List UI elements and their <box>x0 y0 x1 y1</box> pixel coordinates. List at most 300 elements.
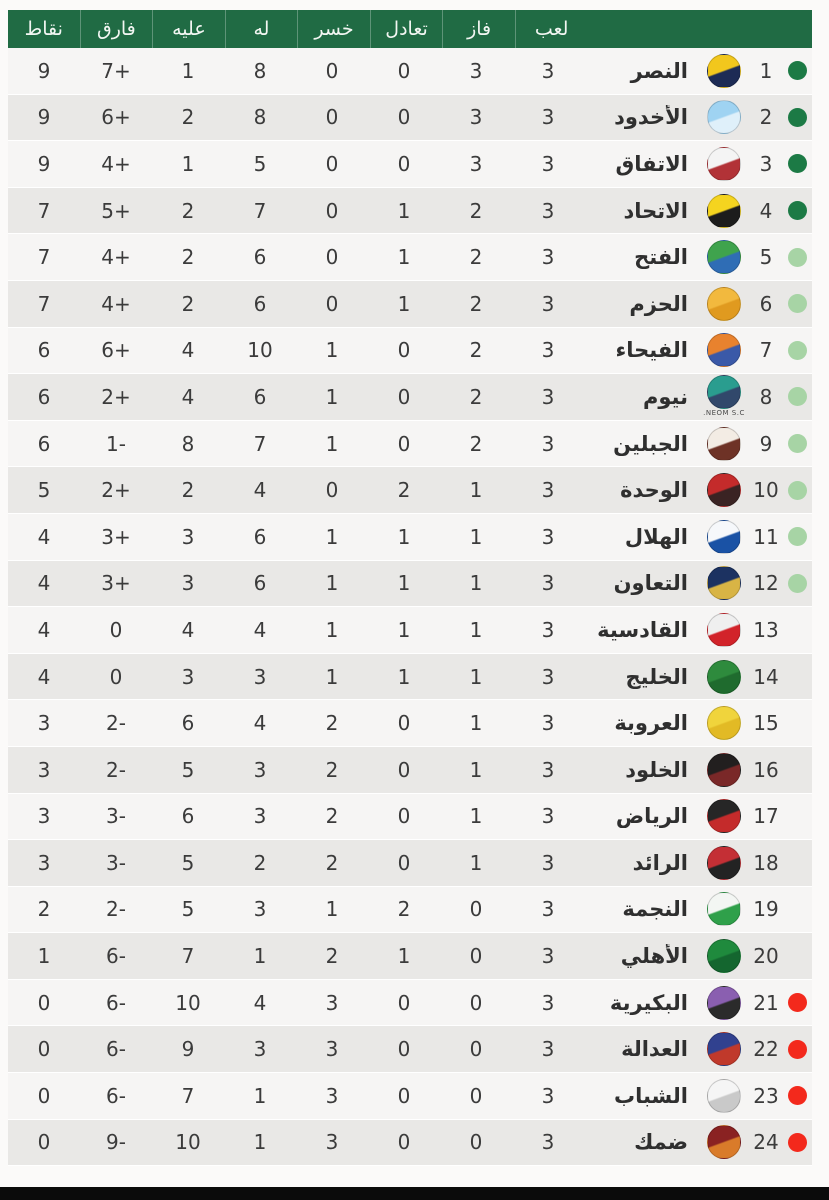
points-cell: 3 <box>37 850 51 875</box>
goals-for-cell: 2 <box>253 850 267 875</box>
table-row[interactable] <box>8 374 812 421</box>
team-name: الاتفاق <box>615 151 688 176</box>
won-cell: 1 <box>469 478 483 503</box>
status-dot-icon <box>788 714 807 733</box>
points-cell: 7 <box>37 291 51 316</box>
team-logo-cell <box>698 427 750 461</box>
al-adalah-logo <box>707 1032 741 1066</box>
points-cell: 3 <box>37 757 51 782</box>
drawn-cell: 0 <box>397 850 411 875</box>
al-shabab-logo <box>707 1079 741 1113</box>
position: 21 <box>753 990 779 1015</box>
goals-for-cell: 6 <box>253 291 267 316</box>
status-dot-icon <box>788 807 807 826</box>
points-cell: 3 <box>37 804 51 829</box>
status-dot-icon <box>788 1133 807 1152</box>
points-cell: 4 <box>37 571 51 596</box>
status-dot-cell <box>782 1133 812 1152</box>
header-diff: فارق <box>80 10 153 48</box>
al-orobah-logo <box>707 706 741 740</box>
status-dot-cell <box>782 807 812 826</box>
won-cell: 1 <box>469 664 483 689</box>
lost-cell: 0 <box>325 198 339 223</box>
lost-cell: 1 <box>325 384 339 409</box>
table-row[interactable] <box>8 141 812 188</box>
status-dot-cell <box>782 201 812 220</box>
position: 10 <box>753 478 779 503</box>
header-played: لعب <box>515 10 588 48</box>
played-cell: 3 <box>541 757 555 782</box>
team-name: التعاون <box>613 571 688 596</box>
points-cell: 6 <box>37 431 51 456</box>
team-name: ضمك <box>634 1130 688 1155</box>
goals-against-cell: 5 <box>181 850 195 875</box>
status-dot-cell <box>782 1086 812 1105</box>
status-dot-icon <box>788 294 807 313</box>
goals-for-cell: 4 <box>253 617 267 642</box>
goals-against-cell: 6 <box>181 804 195 829</box>
drawn-cell: 1 <box>397 524 411 549</box>
table-row[interactable] <box>8 980 812 1027</box>
points-cell: 6 <box>37 384 51 409</box>
al-jabalain-logo <box>707 427 741 461</box>
al-najma-logo <box>707 892 741 926</box>
status-dot-icon <box>788 341 807 360</box>
al-fateh-logo <box>707 240 741 274</box>
played-cell: 3 <box>541 384 555 409</box>
goal-diff-cell: 0 <box>109 664 123 689</box>
position: 9 <box>759 431 773 456</box>
drawn-cell: 1 <box>397 198 411 223</box>
status-dot-cell <box>782 993 812 1012</box>
table-body <box>8 48 812 1166</box>
team-logo-cell <box>698 986 750 1020</box>
status-dot-icon <box>788 574 807 593</box>
goals-for-cell: 1 <box>253 1130 267 1155</box>
lost-cell: 1 <box>325 897 339 922</box>
drawn-cell: 0 <box>397 711 411 736</box>
goals-for-cell: 6 <box>253 571 267 596</box>
won-cell: 2 <box>469 384 483 409</box>
points-cell: 0 <box>37 1083 51 1108</box>
al-khaleej-logo <box>707 660 741 694</box>
table-row[interactable] <box>8 840 812 887</box>
status-dot-icon <box>788 108 807 127</box>
lost-cell: 3 <box>325 1130 339 1155</box>
goal-diff-cell: 4+ <box>101 151 131 176</box>
status-dot-cell <box>782 61 812 80</box>
lost-cell: 3 <box>325 1037 339 1062</box>
points-cell: 7 <box>37 198 51 223</box>
team-logo-cell <box>698 846 750 880</box>
drawn-cell: 1 <box>397 291 411 316</box>
goal-diff-cell: 7+ <box>101 58 131 83</box>
points-cell: 9 <box>37 151 51 176</box>
played-cell: 3 <box>541 1083 555 1108</box>
table-row[interactable] <box>8 234 812 281</box>
team-logo-cell <box>698 892 750 926</box>
points-cell: 5 <box>37 478 51 503</box>
al-taawoun-logo <box>707 566 741 600</box>
status-dot-cell <box>782 108 812 127</box>
points-cell: 9 <box>37 58 51 83</box>
goal-diff-cell: 2- <box>106 711 126 736</box>
lost-cell: 1 <box>325 524 339 549</box>
status-dot-icon <box>788 853 807 872</box>
team-name: الخليج <box>625 664 688 689</box>
lost-cell: 1 <box>325 617 339 642</box>
goal-diff-cell: 6- <box>106 1083 126 1108</box>
played-cell: 3 <box>541 338 555 363</box>
team-name: الفتح <box>634 245 688 270</box>
team-logo-cell <box>698 613 750 647</box>
status-dot-icon <box>788 1086 807 1105</box>
position: 8 <box>759 384 773 409</box>
lost-cell: 2 <box>325 850 339 875</box>
won-cell: 3 <box>469 151 483 176</box>
won-cell: 1 <box>469 804 483 829</box>
team-logo-cell <box>698 375 750 418</box>
drawn-cell: 0 <box>397 1130 411 1155</box>
won-cell: 2 <box>469 291 483 316</box>
team-logo-cell <box>698 1125 750 1159</box>
points-cell: 1 <box>37 944 51 969</box>
table-row[interactable] <box>8 421 812 468</box>
status-dot-cell <box>782 620 812 639</box>
played-cell: 3 <box>541 524 555 549</box>
league-table <box>8 10 812 1166</box>
played-cell: 3 <box>541 617 555 642</box>
team-name: العروبة <box>614 711 688 736</box>
goals-against-cell: 2 <box>181 198 195 223</box>
header-against: عليه <box>152 10 225 48</box>
won-cell: 2 <box>469 245 483 270</box>
al-qadsiah-logo <box>707 613 741 647</box>
played-cell: 3 <box>541 711 555 736</box>
position: 22 <box>753 1037 779 1062</box>
status-dot-cell <box>782 1040 812 1059</box>
played-cell: 3 <box>541 105 555 130</box>
status-dot-cell <box>782 434 812 453</box>
team-name: الرياض <box>615 804 688 829</box>
position: 18 <box>753 850 779 875</box>
goals-for-cell: 4 <box>253 711 267 736</box>
won-cell: 3 <box>469 58 483 83</box>
table-row[interactable] <box>8 1073 812 1120</box>
won-cell: 1 <box>469 571 483 596</box>
status-dot-icon <box>788 900 807 919</box>
drawn-cell: 1 <box>397 617 411 642</box>
goals-against-cell: 4 <box>181 338 195 363</box>
goals-against-cell: 2 <box>181 245 195 270</box>
table-row[interactable] <box>8 700 812 747</box>
team-name: العدالة <box>621 1037 688 1062</box>
team-name: القادسية <box>597 617 688 642</box>
table-row[interactable] <box>8 794 812 841</box>
neom-logo <box>707 375 741 409</box>
goals-against-cell: 5 <box>181 757 195 782</box>
team-name: الحزم <box>629 291 688 316</box>
lost-cell: 0 <box>325 478 339 503</box>
goals-for-cell: 3 <box>253 664 267 689</box>
drawn-cell: 1 <box>397 664 411 689</box>
goal-diff-cell: 4+ <box>101 245 131 270</box>
table-row[interactable] <box>8 281 812 328</box>
goals-against-cell: 10 <box>175 1130 201 1155</box>
goals-against-cell: 3 <box>181 664 195 689</box>
points-cell: 7 <box>37 245 51 270</box>
team-name: الفيحاء <box>615 338 688 363</box>
goal-diff-cell: 3+ <box>101 524 131 549</box>
points-cell: 6 <box>37 338 51 363</box>
table-row[interactable] <box>8 1120 812 1167</box>
goals-for-cell: 6 <box>253 524 267 549</box>
status-dot-icon <box>788 993 807 1012</box>
won-cell: 1 <box>469 757 483 782</box>
table-row[interactable] <box>8 328 812 375</box>
team-logo-cell <box>698 240 750 274</box>
goals-for-cell: 7 <box>253 198 267 223</box>
goals-against-cell: 2 <box>181 105 195 130</box>
position: 15 <box>753 711 779 736</box>
goal-diff-cell: 4+ <box>101 291 131 316</box>
table-row[interactable] <box>8 188 812 235</box>
played-cell: 3 <box>541 478 555 503</box>
goal-diff-cell: 3- <box>106 804 126 829</box>
status-dot-icon <box>788 1040 807 1059</box>
played-cell: 3 <box>541 198 555 223</box>
played-cell: 3 <box>541 245 555 270</box>
goals-against-cell: 3 <box>181 524 195 549</box>
goal-diff-cell: 2+ <box>101 478 131 503</box>
position: 6 <box>759 291 773 316</box>
position: 23 <box>753 1083 779 1108</box>
points-cell: 4 <box>37 617 51 642</box>
won-cell: 0 <box>469 897 483 922</box>
table-row[interactable] <box>8 514 812 561</box>
team-logo-caption: NEOM S.C. <box>703 409 745 418</box>
status-dot-icon <box>788 61 807 80</box>
goals-for-cell: 8 <box>253 58 267 83</box>
al-riyadh-logo <box>707 799 741 833</box>
goals-against-cell: 10 <box>175 990 201 1015</box>
header-points: نقاط <box>24 18 63 40</box>
lost-cell: 1 <box>325 571 339 596</box>
goals-against-cell: 1 <box>181 151 195 176</box>
goal-diff-cell: 1- <box>106 431 126 456</box>
table-row[interactable] <box>8 95 812 142</box>
won-cell: 0 <box>469 1130 483 1155</box>
table-row[interactable] <box>8 48 812 95</box>
goals-for-cell: 5 <box>253 151 267 176</box>
header-for: له <box>225 10 298 48</box>
team-name: الشباب <box>613 1083 688 1108</box>
goals-for-cell: 1 <box>253 1083 267 1108</box>
won-cell: 0 <box>469 944 483 969</box>
team-name: الوحدة <box>620 478 688 503</box>
goals-against-cell: 5 <box>181 897 195 922</box>
goal-diff-cell: 6- <box>106 944 126 969</box>
drawn-cell: 1 <box>397 245 411 270</box>
goals-for-cell: 3 <box>253 897 267 922</box>
status-dot-cell <box>782 481 812 500</box>
points-cell: 0 <box>37 1037 51 1062</box>
drawn-cell: 2 <box>397 897 411 922</box>
al-ettifaq-logo <box>707 147 741 181</box>
status-dot-icon <box>788 527 807 546</box>
al-akhdoud-logo <box>707 100 741 134</box>
position: 20 <box>753 944 779 969</box>
goals-against-cell: 6 <box>181 711 195 736</box>
goals-against-cell: 2 <box>181 478 195 503</box>
team-logo-cell <box>698 1079 750 1113</box>
goals-for-cell: 3 <box>253 1037 267 1062</box>
team-logo-cell <box>698 753 750 787</box>
team-logo-cell <box>698 194 750 228</box>
drawn-cell: 2 <box>397 478 411 503</box>
team-name: الرائد <box>632 850 688 875</box>
table-row[interactable] <box>8 607 812 654</box>
status-dot-cell <box>782 574 812 593</box>
drawn-cell: 0 <box>397 384 411 409</box>
won-cell: 0 <box>469 990 483 1015</box>
table-row[interactable] <box>8 747 812 794</box>
status-dot-cell <box>782 853 812 872</box>
goal-diff-cell: 6+ <box>101 105 131 130</box>
played-cell: 3 <box>541 571 555 596</box>
status-dot-icon <box>788 481 807 500</box>
played-cell: 3 <box>541 431 555 456</box>
status-dot-icon <box>788 154 807 173</box>
status-dot-cell <box>782 900 812 919</box>
position: 1 <box>759 58 773 83</box>
points-cell: 3 <box>37 711 51 736</box>
drawn-cell: 1 <box>397 944 411 969</box>
position: 3 <box>759 151 773 176</box>
status-dot-cell <box>782 714 812 733</box>
played-cell: 3 <box>541 850 555 875</box>
drawn-cell: 0 <box>397 1083 411 1108</box>
team-logo-cell <box>698 100 750 134</box>
table-row[interactable] <box>8 654 812 701</box>
al-ahli-logo <box>707 939 741 973</box>
status-dot-cell <box>782 667 812 686</box>
position: 13 <box>753 617 779 642</box>
team-name: نيوم <box>642 384 688 409</box>
lost-cell: 0 <box>325 245 339 270</box>
lost-cell: 1 <box>325 664 339 689</box>
status-dot-cell <box>782 154 812 173</box>
al-raed-logo <box>707 846 741 880</box>
status-dot-cell <box>782 294 812 313</box>
table-row[interactable] <box>8 561 812 608</box>
lost-cell: 0 <box>325 291 339 316</box>
played-cell: 3 <box>541 291 555 316</box>
team-logo-cell <box>698 660 750 694</box>
position: 11 <box>753 524 779 549</box>
bottom-bar <box>0 1187 829 1200</box>
header-won: فاز <box>442 10 515 48</box>
goals-against-cell: 3 <box>181 571 195 596</box>
drawn-cell: 0 <box>397 105 411 130</box>
table-row[interactable] <box>8 1026 812 1073</box>
status-dot-cell <box>782 760 812 779</box>
played-cell: 3 <box>541 664 555 689</box>
status-dot-icon <box>788 620 807 639</box>
position: 14 <box>753 664 779 689</box>
status-dot-cell <box>782 387 812 406</box>
goals-against-cell: 4 <box>181 384 195 409</box>
played-cell: 3 <box>541 990 555 1015</box>
header-drawn: تعادل <box>370 10 443 48</box>
goal-diff-cell: 2- <box>106 757 126 782</box>
position: 24 <box>753 1130 779 1155</box>
goals-against-cell: 8 <box>181 431 195 456</box>
lost-cell: 1 <box>325 338 339 363</box>
goals-for-cell: 6 <box>253 245 267 270</box>
team-logo-cell <box>698 333 750 367</box>
al-hilal-logo <box>707 520 741 554</box>
team-logo-cell <box>698 54 750 88</box>
points-cell: 0 <box>37 1130 51 1155</box>
team-name: الأخدود <box>614 105 688 130</box>
lost-cell: 1 <box>325 431 339 456</box>
al-hazem-logo <box>707 287 741 321</box>
position: 7 <box>759 338 773 363</box>
goals-for-cell: 3 <box>253 757 267 782</box>
table-row[interactable] <box>8 933 812 980</box>
goal-diff-cell: 5+ <box>101 198 131 223</box>
status-dot-cell <box>782 527 812 546</box>
al-fayha-logo <box>707 333 741 367</box>
drawn-cell: 0 <box>397 804 411 829</box>
status-dot-icon <box>788 387 807 406</box>
position: 16 <box>753 757 779 782</box>
table-header <box>8 10 812 48</box>
position: 19 <box>753 897 779 922</box>
table-row[interactable] <box>8 467 812 514</box>
lost-cell: 2 <box>325 804 339 829</box>
won-cell: 2 <box>469 431 483 456</box>
status-dot-icon <box>788 201 807 220</box>
al-bukayriyah-logo <box>707 986 741 1020</box>
position: 17 <box>753 804 779 829</box>
won-cell: 1 <box>469 617 483 642</box>
goals-for-cell: 1 <box>253 944 267 969</box>
team-name: النجمة <box>622 897 688 922</box>
table-row[interactable] <box>8 887 812 934</box>
team-logo-cell <box>698 799 750 833</box>
team-name: النصر <box>630 58 688 83</box>
won-cell: 1 <box>469 711 483 736</box>
status-dot-icon <box>788 434 807 453</box>
won-cell: 2 <box>469 198 483 223</box>
al-wehda-logo <box>707 473 741 507</box>
goals-for-cell: 4 <box>253 478 267 503</box>
goals-for-cell: 3 <box>253 804 267 829</box>
team-logo-cell <box>698 706 750 740</box>
team-logo-cell <box>698 520 750 554</box>
played-cell: 3 <box>541 944 555 969</box>
team-name: الهلال <box>624 524 688 549</box>
won-cell: 2 <box>469 338 483 363</box>
goals-for-cell: 4 <box>253 990 267 1015</box>
goals-against-cell: 7 <box>181 1083 195 1108</box>
team-name: البكيرية <box>609 990 688 1015</box>
goals-for-cell: 8 <box>253 105 267 130</box>
team-name: الأهلي <box>620 944 688 969</box>
team-logo-cell <box>698 939 750 973</box>
